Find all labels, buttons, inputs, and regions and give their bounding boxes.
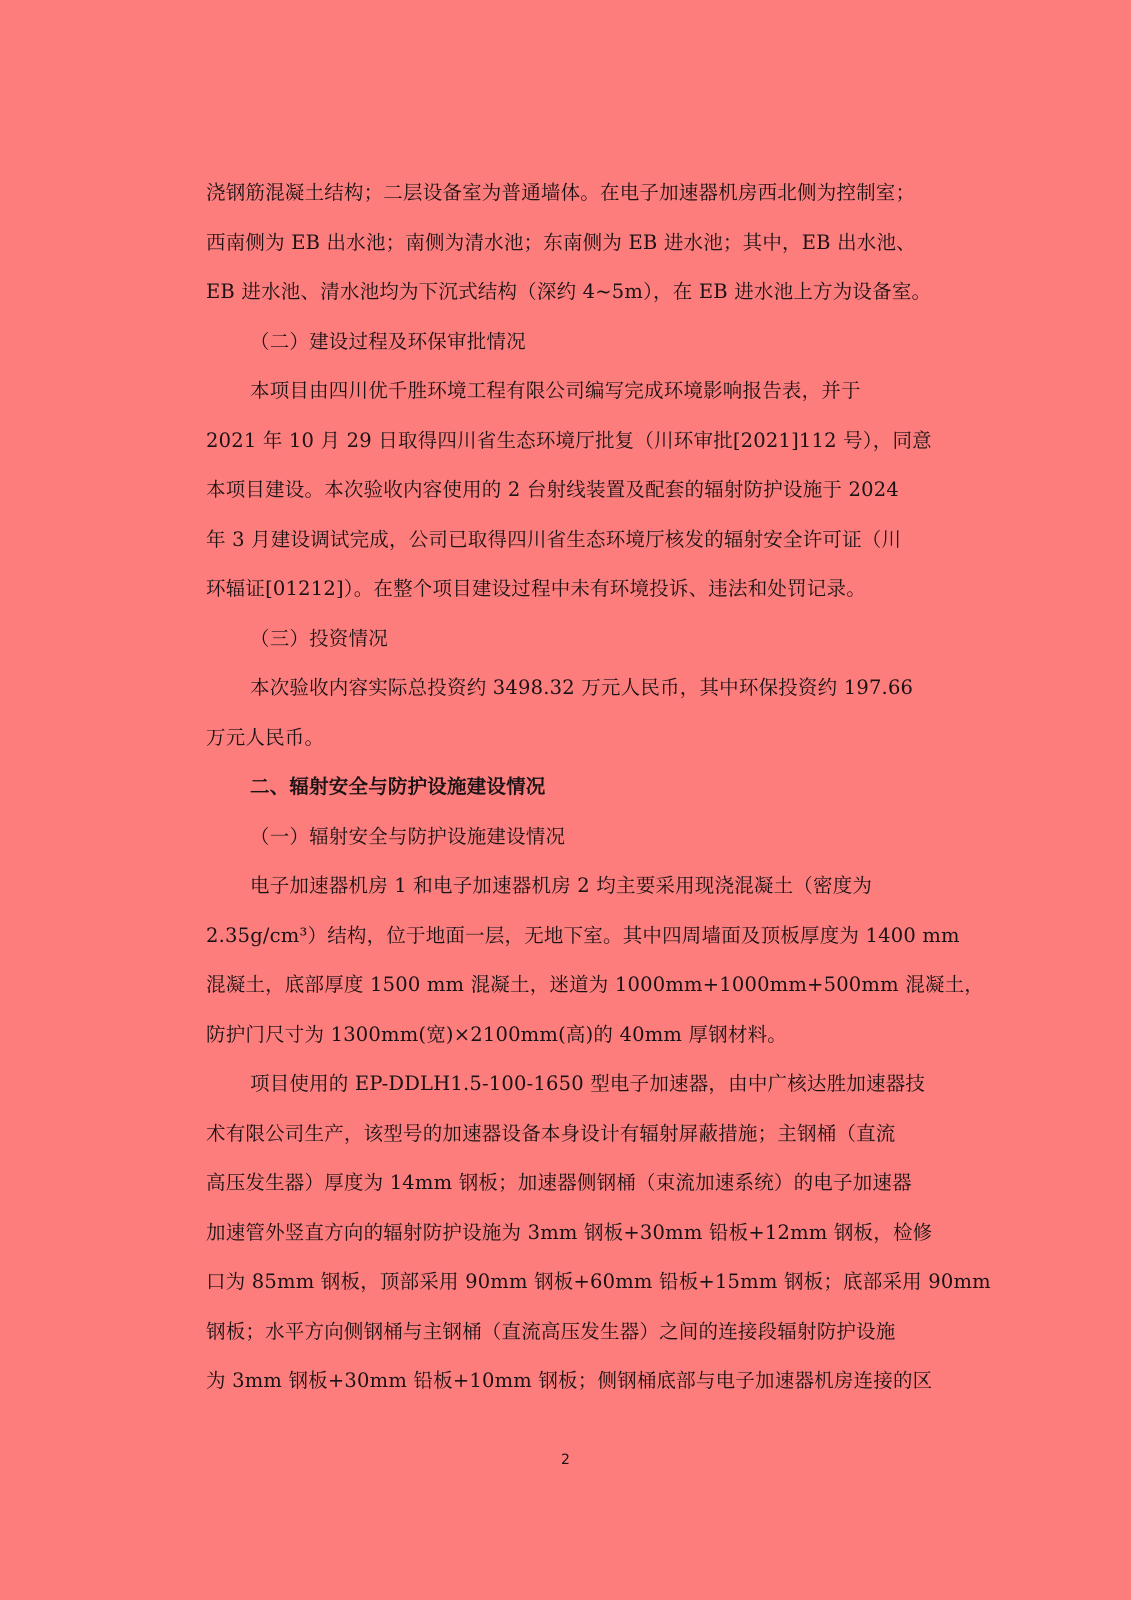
text-line: 混凝土，底部厚度 1500 mm 混凝土，迷道为 1000mm+1000mm+500mm 混凝土， xyxy=(206,973,984,996)
section-heading: （三）投资情况 xyxy=(250,626,388,650)
text-line: 口为 85mm 钢板，顶部采用 90mm 钢板+60mm 铅板+15mm 钢板；底部采用 90mm xyxy=(206,1270,991,1293)
text-line: 环辐证[01212]）。在整个项目建设过程中未有环境投诉、违法和处罚记录。 xyxy=(206,577,866,600)
text-line: 电子加速器机房 1 和电子加速器机房 2 均主要采用现浇混凝土（密度为 xyxy=(250,874,873,897)
text-line: 加速管外竖直方向的辐射防护设施为 3mm 钢板+30mm 铅板+12mm 钢板，检修 xyxy=(206,1220,933,1244)
text-line: 为 3mm 钢板+30mm 铅板+10mm 钢板；侧钢桶底部与电子加速器机房连接的区 xyxy=(206,1369,933,1392)
text-line: 万元人民币。 xyxy=(206,725,325,749)
text-line: 防护门尺寸为 1300mm(宽)×2100mm(高)的 40mm 厚钢材料。 xyxy=(206,1022,787,1046)
text-line: 2021 年 10 月 29 日取得四川省生态环境厅批复（川环审批[2021]112 号），同意 xyxy=(206,428,932,452)
text-line: 2.35g/cm³）结构，位于地面一层，无地下室。其中四周墙面及顶板厚度为 1400 mm xyxy=(206,923,960,947)
text-line: 本次验收内容实际总投资约 3498.32 万元人民币，其中环保投资约 197.66 xyxy=(250,676,914,699)
body-text xyxy=(206,168,991,1406)
text-line: 年 3 月建设调试完成，公司已取得四川省生态环境厅核发的辐射安全许可证（川 xyxy=(206,527,902,551)
text-line: 本项目由四川优千胜环境工程有限公司编写完成环境影响报告表，并于 xyxy=(250,379,861,402)
text-line: 浇钢筋混凝土结构；二层设备室为普通墙体。在电子加速器机房西北侧为控制室； xyxy=(206,181,916,204)
text-line: 本项目建设。本次验收内容使用的 2 台射线装置及配套的辐射防护设施于 2024 xyxy=(206,478,899,501)
text-line: 项目使用的 EP-DDLH1.5-100-1650 型电子加速器，由中广核达胜加速器技 xyxy=(250,1072,926,1095)
text-line: 高压发生器）厚度为 14mm 钢板；加速器侧钢桶（束流加速系统）的电子加速器 xyxy=(206,1171,912,1194)
text-line: 术有限公司生产，该型号的加速器设备本身设计有辐射屏蔽措施；主钢桶（直流 xyxy=(206,1121,896,1145)
text-line: EB 进水池、清水池均为下沉式结构（深约 4~5m），在 EB 进水池上方为设备室。 xyxy=(206,280,932,303)
page-number: 2 xyxy=(561,1452,570,1468)
text-line: 钢板；水平方向侧钢桶与主钢桶（直流高压发生器）之间的连接段辐射防护设施 xyxy=(206,1319,896,1343)
chapter-heading: 二、辐射安全与防护设施建设情况 xyxy=(250,775,546,798)
section-heading: （一）辐射安全与防护设施建设情况 xyxy=(250,824,566,848)
section-heading: （二）建设过程及环保审批情况 xyxy=(250,329,526,353)
text-line: 西南侧为 EB 出水池；南侧为清水池；东南侧为 EB 进水池；其中，EB 出水池、 xyxy=(206,230,916,254)
